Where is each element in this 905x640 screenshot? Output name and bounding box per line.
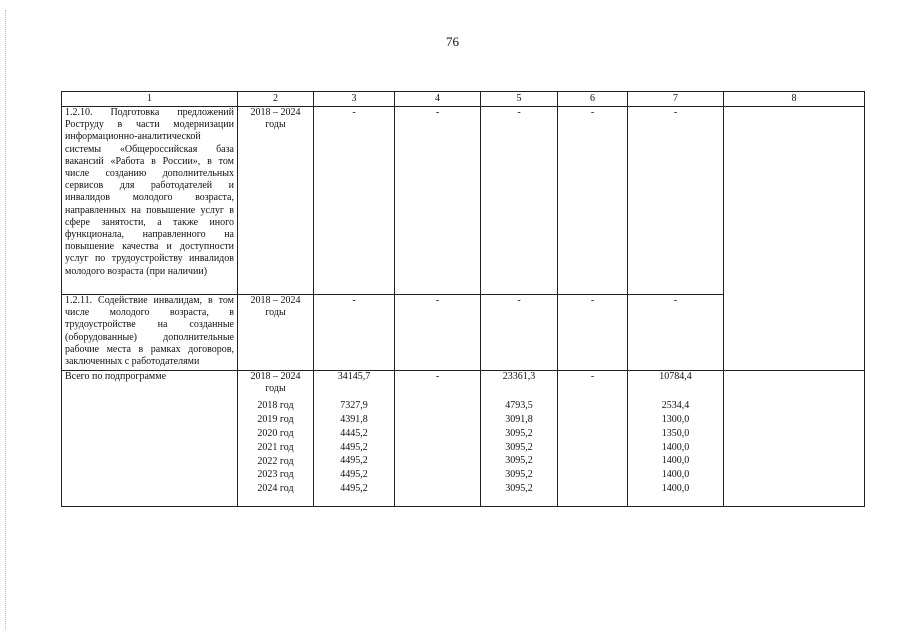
total-years-column <box>238 371 314 507</box>
header-col-4: 4 <box>395 92 481 107</box>
header-row <box>62 92 865 107</box>
header-col-2: 2 <box>238 92 314 107</box>
year-label: 2020 год <box>257 428 294 439</box>
year-label: 2021 год <box>257 441 294 453</box>
margin-scan-marks <box>5 10 7 630</box>
year-value: 7327,9 <box>340 400 368 412</box>
year-value: 1400,0 <box>661 469 690 481</box>
year-value: 1400,0 <box>661 482 690 494</box>
year-value: 3095,2 <box>505 469 533 481</box>
year-value: 1400,0 <box>661 455 690 467</box>
year-value: 3091,8 <box>505 414 533 425</box>
header-col-7: 7 <box>628 92 724 107</box>
total-col-4: - <box>395 371 481 507</box>
budget-table <box>61 91 865 507</box>
total-col-7-sum: 10784,4 <box>659 371 692 382</box>
row-col-4: - <box>395 107 481 295</box>
year-value: 1400,0 <box>661 441 690 453</box>
row-col-3: - <box>314 107 395 295</box>
row-name: 1.2.11. Содействие инвалидам, в том числе молодого возраста, в трудоустройстве на созданные (оборудованные) дополнительные рабочие места в рамках договоров, заключенных с работодателями <box>62 295 238 371</box>
row-col-7: - <box>628 107 724 295</box>
row-col-5: - <box>481 295 558 371</box>
row-col-6: - <box>558 107 628 295</box>
total-col-8 <box>724 371 865 507</box>
total-col-7 <box>628 371 724 507</box>
header-col-5: 5 <box>481 92 558 107</box>
year-value: 3095,2 <box>505 482 533 494</box>
row-col-7: - <box>628 295 724 371</box>
year-value: 1350,0 <box>661 427 690 439</box>
year-value: 4445,2 <box>340 427 368 439</box>
year-value: 4495,2 <box>340 482 368 494</box>
header-col-8: 8 <box>724 92 865 107</box>
row-col-6: - <box>558 295 628 371</box>
year-value: 4495,2 <box>340 441 368 453</box>
year-value: 4391,8 <box>340 414 368 425</box>
year-value: 1300,0 <box>661 414 690 425</box>
total-col-3 <box>314 371 395 507</box>
row-col-3: - <box>314 295 395 371</box>
row-col-5: - <box>481 107 558 295</box>
total-name: Всего по подпрограмме <box>62 371 238 507</box>
year-label: 2024 год <box>257 483 294 495</box>
year-value: 3095,2 <box>505 427 533 439</box>
year-label: 2023 год <box>257 469 294 481</box>
total-col-5 <box>481 371 558 507</box>
year-value: 2534,4 <box>661 400 690 412</box>
year-value: 4793,5 <box>505 400 533 412</box>
header-col-3: 3 <box>314 92 395 107</box>
table-row <box>62 107 865 295</box>
header-col-1: 1 <box>62 92 238 107</box>
total-col-5-sum: 23361,3 <box>502 371 536 382</box>
year-value: 3095,2 <box>505 455 533 467</box>
year-value: 4495,2 <box>340 469 368 481</box>
row-period: 2018 – 2024 годы <box>238 295 314 371</box>
row-name: 1.2.10. Подготовка предложений Роструду в части модернизации информационно-аналитической системы «Общероссийская база вакансий «Работа в России», в том числе созданию дополнительных сервисов для работодателей и инвалидов молодого возраста, направленных на повышение услуг в сфере занятости, а также иного функционала, направленного на повышение качества и доступности услуг по трудоустройству инвалидов молодого возраста (при наличии) <box>62 107 238 295</box>
year-label: 2018 год <box>257 400 294 412</box>
header-col-6: 6 <box>558 92 628 107</box>
total-col-6: - <box>558 371 628 507</box>
year-label: 2019 год <box>257 414 294 426</box>
year-label: 2022 год <box>257 455 294 467</box>
total-period: 2018 – 2024 годы <box>250 371 301 395</box>
year-value: 4495,2 <box>340 455 368 467</box>
row-col-8-merged <box>724 107 865 371</box>
year-value: 3095,2 <box>505 441 533 453</box>
total-col-3-sum: 34145,7 <box>337 371 371 382</box>
row-col-4: - <box>395 295 481 371</box>
page-number: 76 <box>446 34 459 49</box>
total-row <box>62 371 865 507</box>
row-period: 2018 – 2024 годы <box>238 107 314 295</box>
